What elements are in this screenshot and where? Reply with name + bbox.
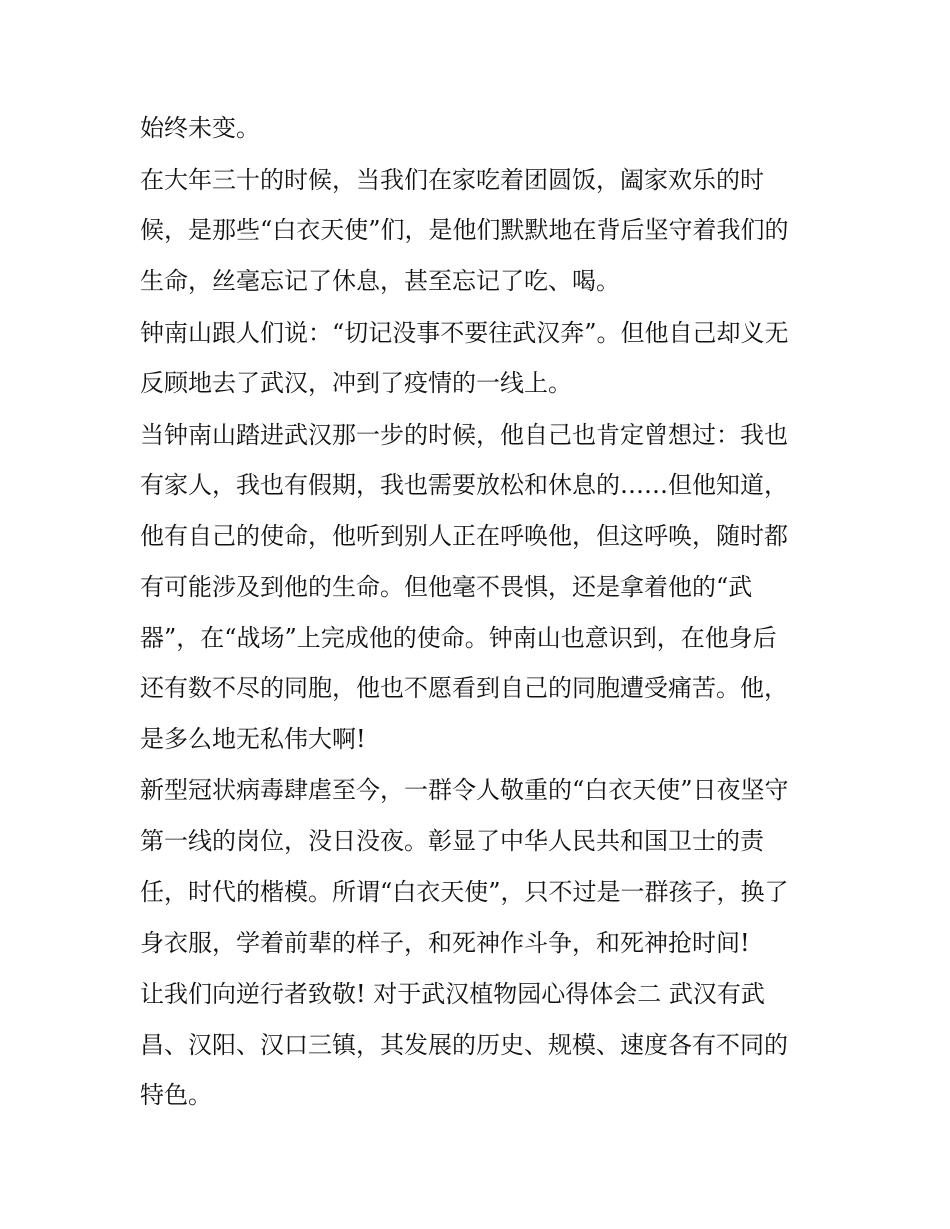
text-line: 器”，在“战场”上完成他的使命。钟南山也意识到，在他身后 — [140, 624, 777, 652]
text-line: 还有数不尽的同胞，他也不愿看到自己的同胞遭受痛苦。他， — [140, 674, 788, 702]
text-line: 始终未变。 — [140, 114, 260, 142]
text-line: 在大年三十的时候，当我们在家吃着团圆饭，阖家欢乐的时 — [140, 166, 764, 194]
text-line: 让我们向逆行者致敬! 对于武汉植物园心得体会二 武汉有武 — [140, 980, 765, 1008]
text-line: 反顾地去了武汉，冲到了疫情的一线上。 — [140, 369, 572, 397]
text-line: 当钟南山踏进武汉那一步的时候，他自己也肯定曾想过：我也 — [140, 421, 788, 449]
text-line: 特色。 — [140, 1081, 212, 1109]
text-line: 昌、汉阳、汉口三镇，其发展的历史、规模、速度各有不同的 — [140, 1031, 788, 1059]
text-line: 生命，丝毫忘记了休息，甚至忘记了吃、喝。 — [140, 267, 620, 295]
text-line: 任，时代的楷模。所谓“白衣天使”，只不过是一群孩子，换了 — [140, 878, 789, 906]
text-line: 他有自己的使命，他听到别人正在呼唤他，但这呼唤，随时都 — [140, 522, 788, 550]
text-line: 新型冠状病毒肆虐至今，一群令人敬重的“白衣天使”日夜坚守 — [140, 776, 789, 804]
text-line: 候，是那些“白衣天使”们，是他们默默地在背后坚守着我们的 — [140, 216, 789, 244]
text-line: 有家人，我也有假期，我也需要放松和休息的……但他知道， — [140, 471, 788, 499]
text-line: 身衣服，学着前辈的样子，和死神作斗争，和死神抢时间! — [140, 929, 750, 957]
text-line: 第一线的岗位，没日没夜。彰显了中华人民共和国卫士的责 — [140, 827, 764, 855]
text-line: 有可能涉及到他的生命。但他毫不畏惧，还是拿着他的“武 — [140, 573, 753, 601]
text-line: 是多么地无私伟大啊! — [140, 725, 366, 753]
text-line: 钟南山跟人们说：“切记没事不要往武汉奔”。但他自己却义无 — [140, 319, 789, 347]
